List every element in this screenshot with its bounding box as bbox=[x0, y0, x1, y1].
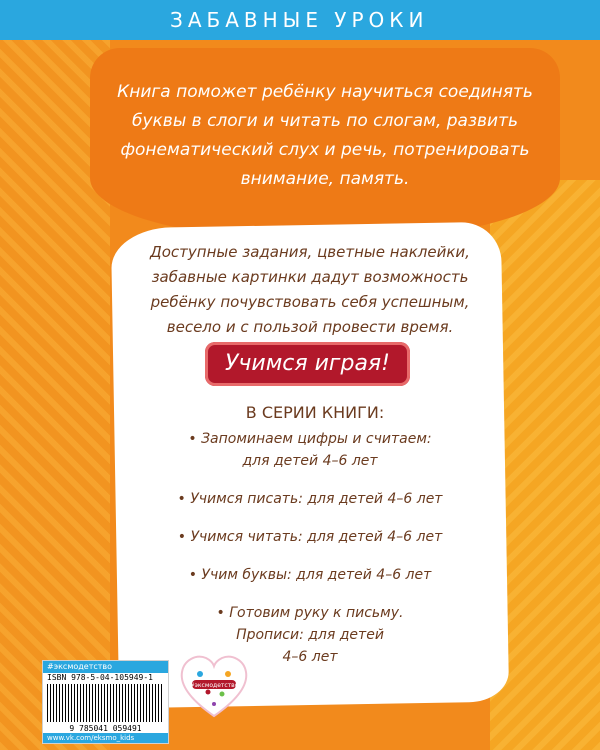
intro-text bbox=[95, 78, 555, 194]
series-item bbox=[150, 526, 470, 548]
series-item-line: • Готовим руку к письму. bbox=[216, 605, 404, 621]
benefits-line-2: забавные картинки дадут возможность bbox=[151, 268, 469, 286]
series-item bbox=[150, 488, 470, 510]
intro-line-4: внимание, память. bbox=[240, 169, 410, 189]
heart-logo-text: #эксмодетство bbox=[189, 682, 239, 689]
heart-logo-icon bbox=[178, 652, 250, 720]
intro-line-3: фонематический слух и речь, потренировать bbox=[120, 140, 530, 160]
series-item-line: • Учим буквы: для детей 4–6 лет bbox=[188, 567, 432, 583]
series-item-line: • Учимся писать: для детей 4–6 лет bbox=[177, 491, 443, 507]
series-header-title: ЗАБАВНЫЕ УРОКИ bbox=[170, 8, 429, 32]
series-item-line: 4–6 лет bbox=[282, 649, 338, 665]
benefits-line-4: весело и с пользой провести время. bbox=[166, 318, 454, 336]
series-item-line: • Учимся читать: для детей 4–6 лет bbox=[177, 529, 443, 545]
series-item bbox=[150, 564, 470, 586]
series-item-line: для детей 4–6 лет bbox=[242, 453, 378, 469]
series-item-line: • Запоминаем цифры и считаем: bbox=[188, 431, 432, 447]
series-list bbox=[150, 428, 470, 684]
barcode-brand: #эксмодетство bbox=[43, 661, 168, 673]
series-title: В СЕРИИ КНИГИ: bbox=[245, 403, 385, 422]
barcode-number: 9 785041 059491 bbox=[69, 724, 142, 733]
benefits-text bbox=[125, 240, 495, 340]
barcode-site: www.vk.com/eksmo_kids bbox=[43, 733, 168, 743]
series-item bbox=[150, 428, 470, 472]
benefits-line-1: Доступные задания, цветные наклейки, bbox=[150, 243, 470, 261]
series-item-line: Прописи: для детей bbox=[236, 627, 384, 643]
isbn-text: ISBN 978-5-04-105949-1 bbox=[47, 673, 153, 682]
benefits-line-3: ребёнку почувствовать себя успешным, bbox=[150, 293, 470, 311]
intro-line-2: буквы в слоги и читать по слогам, развить bbox=[131, 111, 519, 131]
slogan-banner: Учимся играя! bbox=[205, 342, 410, 386]
barcode-bars bbox=[47, 684, 164, 722]
intro-line-1: Книга поможет ребёнку научиться соединять bbox=[117, 82, 533, 102]
barcode-block bbox=[42, 660, 169, 744]
